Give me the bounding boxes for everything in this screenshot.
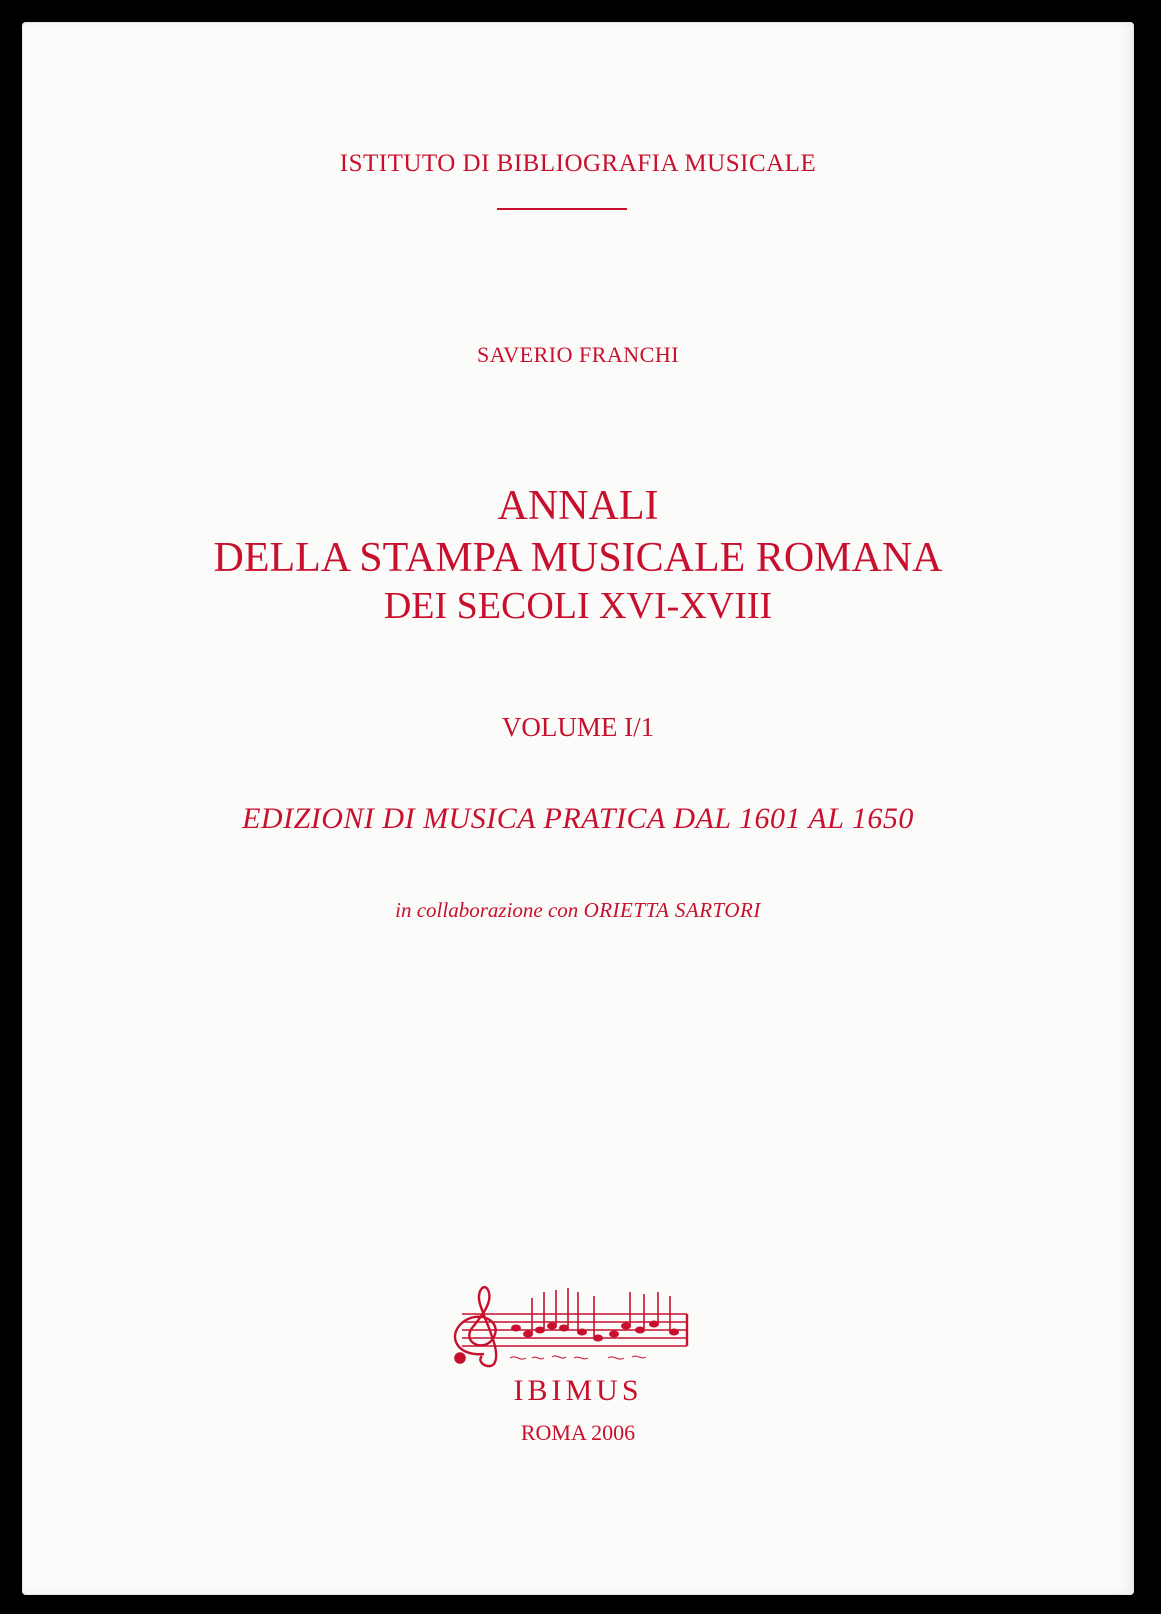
title-line-2: DELLA STAMPA MUSICALE ROMANA (213, 535, 943, 581)
book-cover (22, 22, 1134, 1595)
collaboration-line (22, 898, 1134, 923)
place-year: ROMA 2006 (520, 1420, 636, 1445)
author-name: SAVERIO FRANCHI (476, 342, 680, 367)
institute-name: ISTITUTO DI BIBLIOGRAFIA MUSICALE (339, 150, 817, 177)
collaborator-name: ORIETTA SARTORI (583, 898, 761, 922)
title-line-1: ANNALI (497, 483, 659, 529)
subtitle: EDIZIONI DI MUSICA PRATICA DAL 1601 AL 1650 (242, 802, 914, 835)
title-line-3: DEI SECOLI XVI-XVIII (383, 585, 773, 627)
divider-rule (497, 208, 627, 210)
volume-label: VOLUME I/1 (501, 712, 655, 742)
collaboration-prefix: in collaborazione con (395, 898, 579, 922)
music-staff-emblem-icon (432, 1262, 692, 1372)
publisher-name: IBIMUS (513, 1374, 643, 1407)
